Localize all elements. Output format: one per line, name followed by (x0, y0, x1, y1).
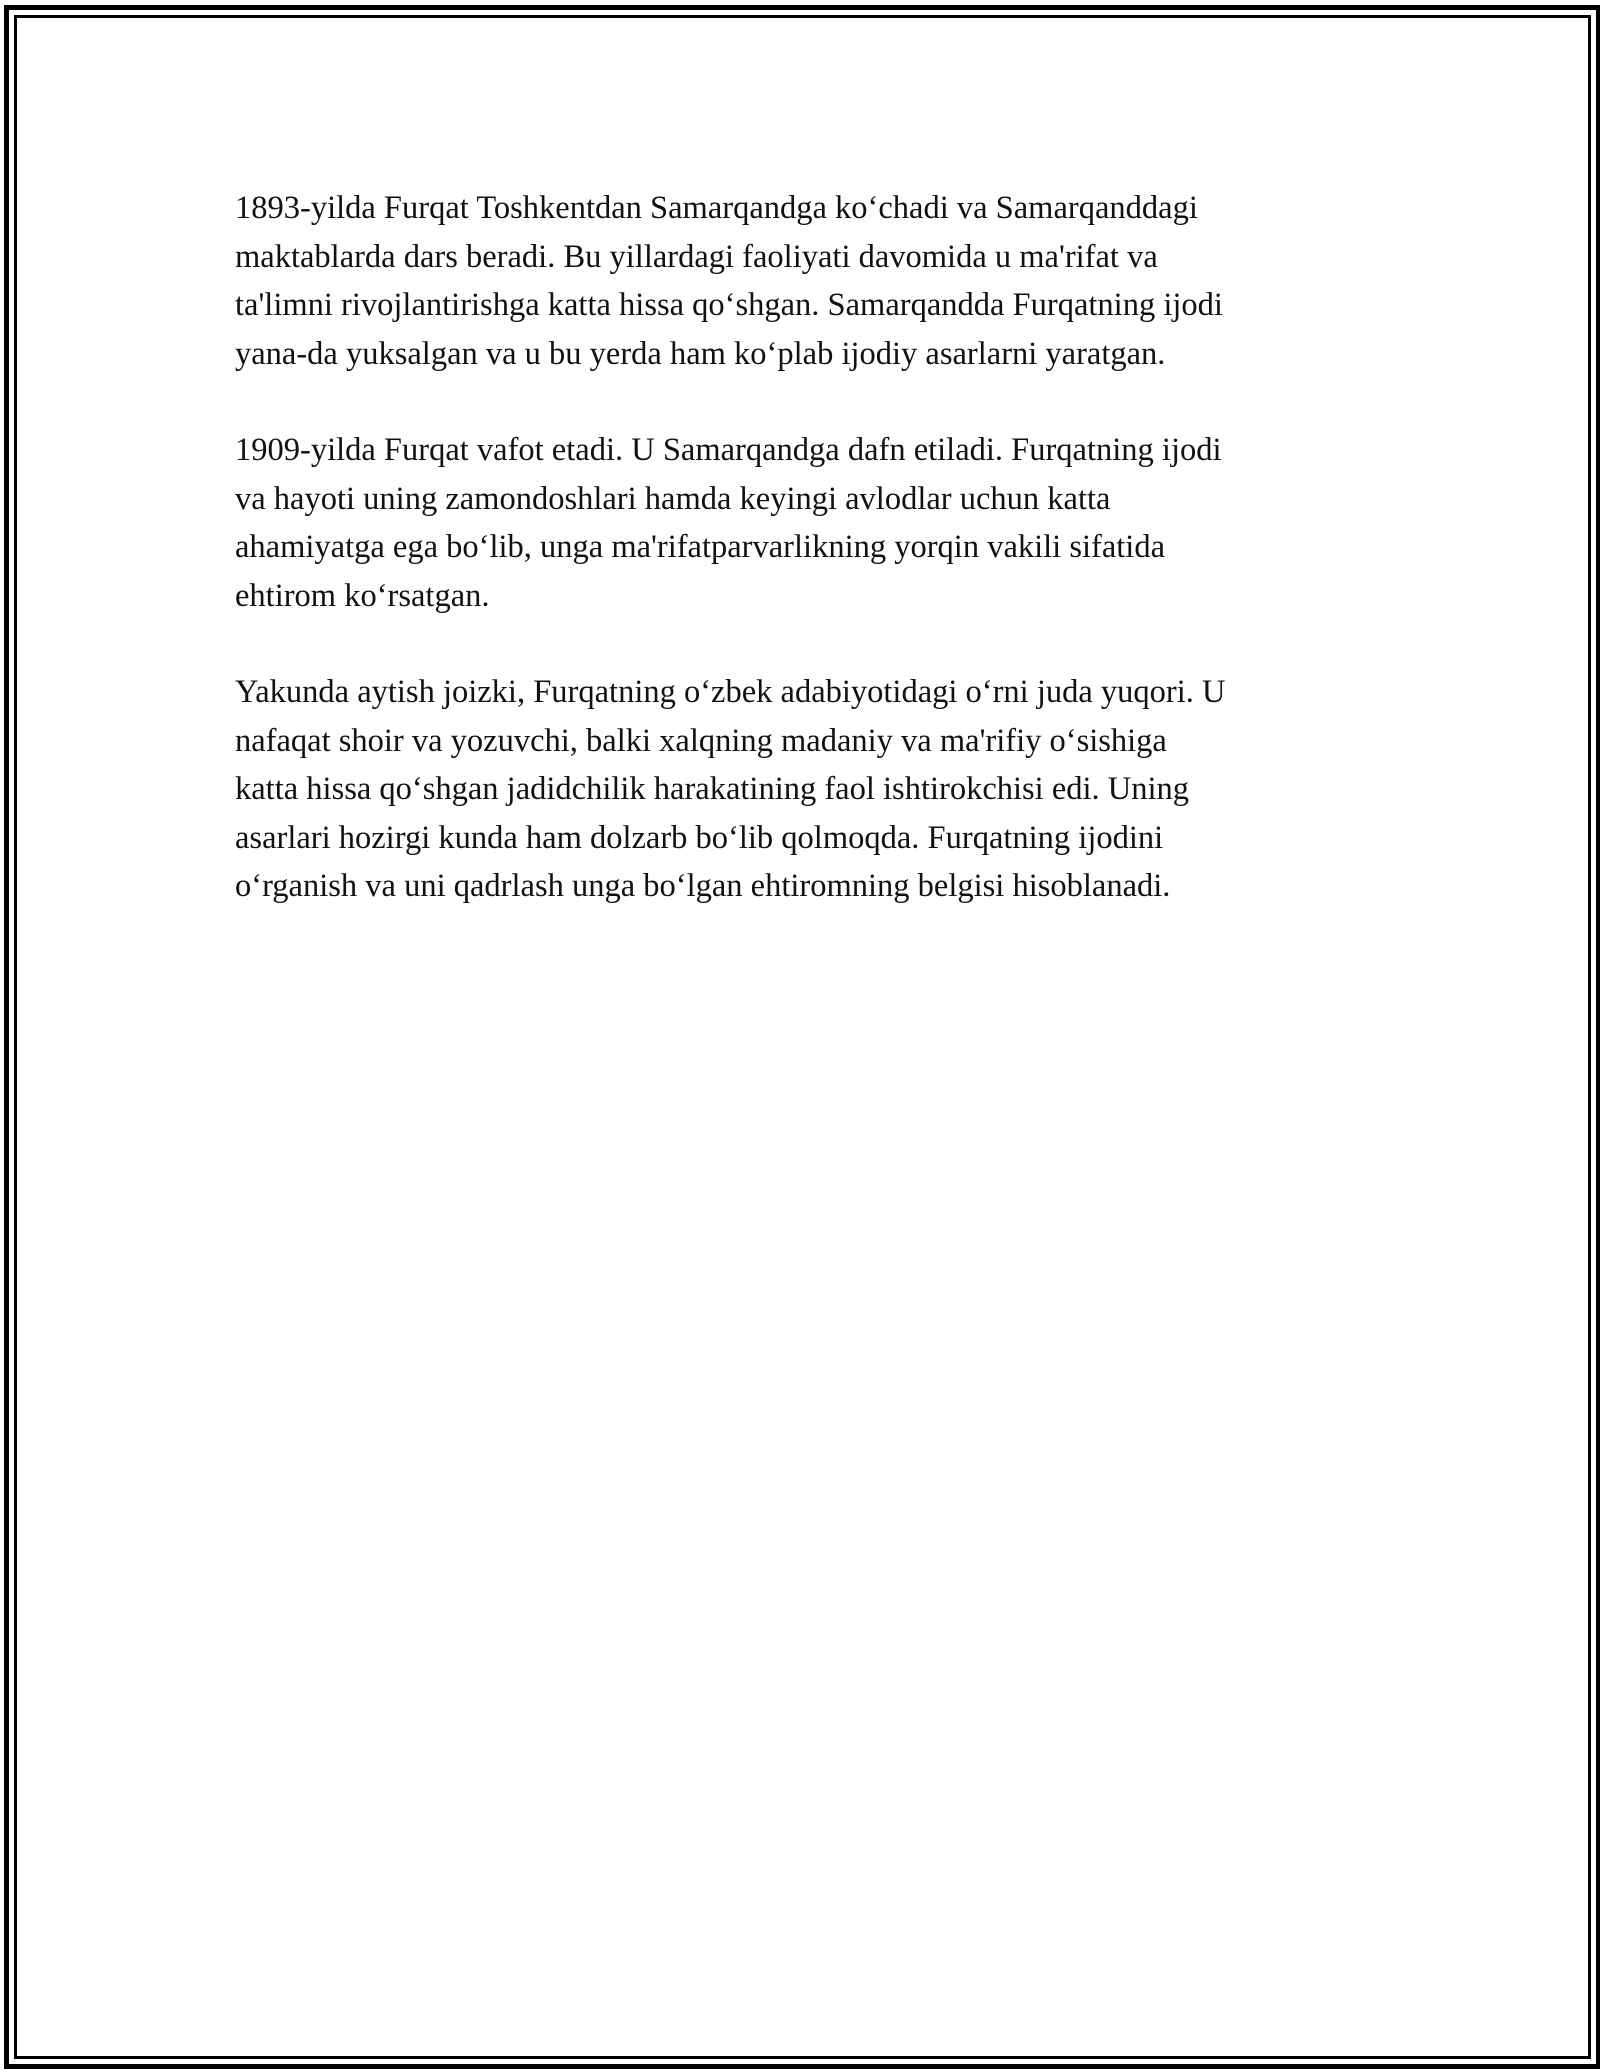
text-line: ahamiyatga ega bo‘lib, unga ma'rifatparvarlikning yorqin vakili sifatida (235, 529, 1165, 565)
text-line: 1909-yilda Furqat vafot etadi. U Samarqandga dafn etiladi. Furqatning ijodi (235, 432, 1222, 468)
text-line: ta'limni rivojlantirishga katta hissa qo‘shgan. Samarqandda Furqatning ijodi (235, 287, 1223, 323)
text-line: o‘rganish va uni qadrlash unga bo‘lgan ehtiromning belgisi hisoblanadi. (235, 868, 1171, 904)
text-line: maktablarda dars beradi. Bu yillardagi faoliyati davomida u ma'rifat va (235, 238, 1158, 275)
paragraph-3 (235, 668, 1365, 911)
text-line: nafaqat shoir va yozuvchi, balki xalqning madaniy va ma'rifiy o‘sishiga (235, 722, 1167, 759)
paragraph-1 (235, 184, 1365, 378)
text-line: Yakunda aytish joizki, Furqatning o‘zbek adabiyotidagi o‘rni juda yuqori. U (235, 674, 1226, 710)
text-line: ehtirom ko‘rsatgan. (235, 577, 490, 614)
text-line: katta hissa qo‘shgan jadidchilik harakatining faol ishtirokchisi edi. Uning (235, 771, 1190, 807)
text-line: asarlari hozirgi kunda ham dolzarb bo‘lib qolmoqda. Furqatning ijodini (235, 819, 1164, 856)
paragraph-2 (235, 426, 1365, 620)
text-line: yana-da yuksalgan va u bu yerda ham ko‘plab ijodiy asarlarni yaratgan. (235, 335, 1166, 372)
document-body (235, 184, 1365, 959)
text-line: va hayoti uning zamondoshlari hamda keyingi avlodlar uchun katta (235, 480, 1111, 517)
text-line: 1893-yilda Furqat Toshkentdan Samarqandga ko‘chadi va Samarqanddagi (235, 190, 1198, 226)
